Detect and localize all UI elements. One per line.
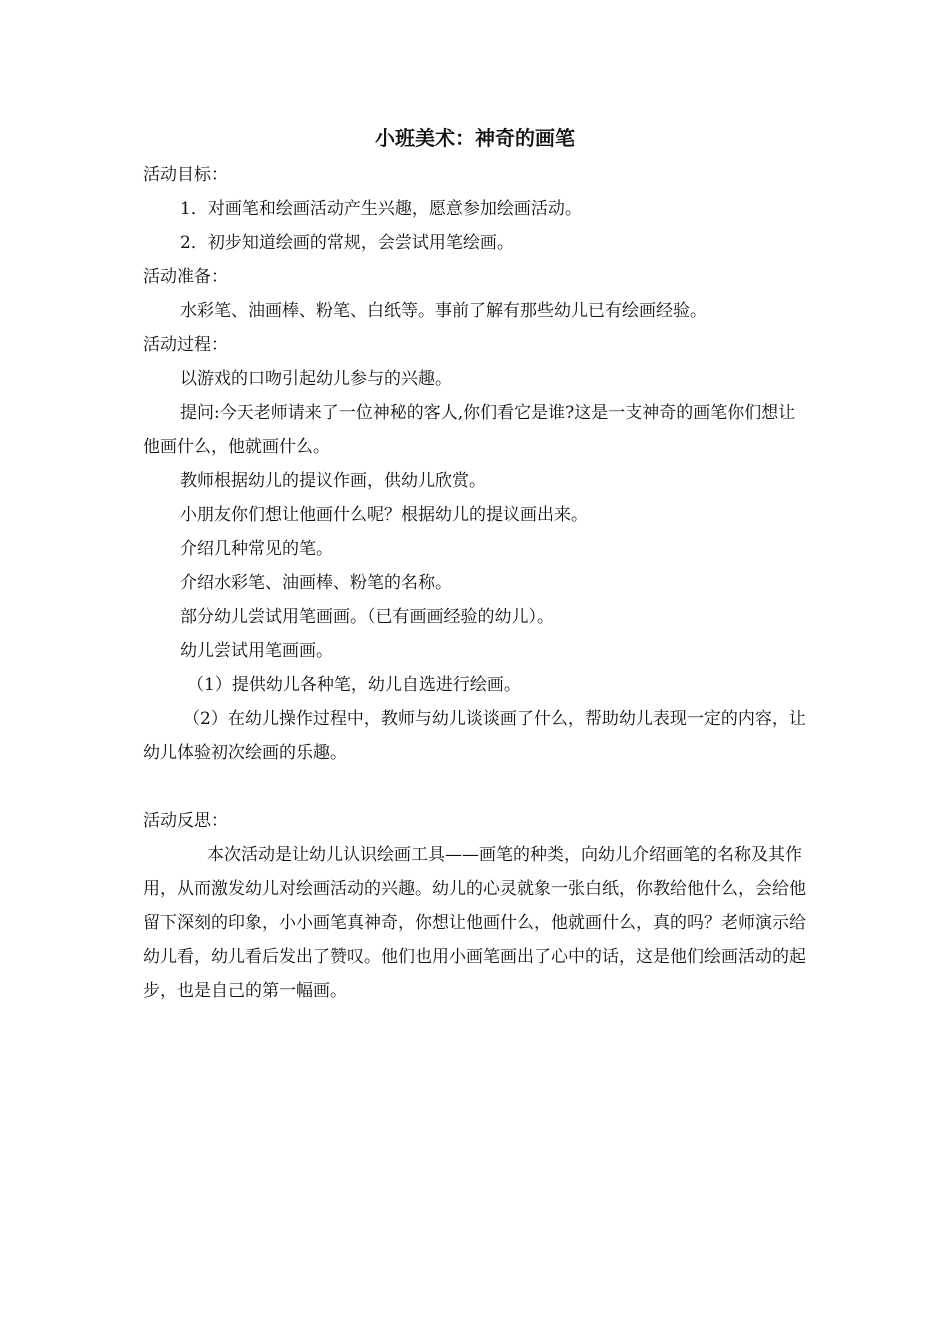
reflection-heading: 活动反思： bbox=[143, 811, 228, 831]
process-paragraph: 提问:今天老师请来了一位神秘的客人,你们看它是谁?这是一支神奇的画笔你们想让他画什么，他就画什么。 bbox=[143, 403, 796, 457]
process-paragraph: （2）在幼儿操作过程中，教师与幼儿谈谈画了什么，帮助幼儿表现一定的内容，让幼儿体验初次绘画的乐趣。 bbox=[143, 709, 806, 763]
spacer bbox=[143, 770, 807, 804]
document-title: 小班美术：神奇的画笔 bbox=[375, 126, 575, 150]
reflection-text: 本次活动是让幼儿认识绘画工具——画笔的种类，向幼儿介绍画笔的名称及其作用，从而激发幼儿对绘画活动的兴趣。幼儿的心灵就象一张白纸，你教给他什么，会给他留下深刻的印象，小小画笔真神奇，你想让他画什么，他就画什么，真的吗？老师演示给幼儿看，幼儿看后发出了赞叹。他们也用小画笔画出了心中的话，这是他们绘画活动的起步，也是自己的第一幅画。 bbox=[143, 845, 806, 1001]
preparation-text: 水彩笔、油画棒、粉笔、白纸等。事前了解有那些幼儿已有绘画经验。 bbox=[180, 301, 707, 321]
process-paragraph: 幼儿尝试用笔画画。 bbox=[180, 641, 333, 661]
process-paragraph: 介绍水彩笔、油画棒、粉笔的名称。 bbox=[180, 573, 452, 593]
process-paragraph: 部分幼儿尝试用笔画画。（已有画画经验的幼儿）。 bbox=[180, 607, 554, 627]
goals-heading: 活动目标： bbox=[143, 165, 228, 185]
document-body bbox=[143, 158, 807, 1008]
process-paragraph: 介绍几种常见的笔。 bbox=[180, 539, 333, 559]
process-paragraph: 小朋友你们想让他画什么呢？根据幼儿的提议画出来。 bbox=[180, 505, 588, 525]
process-heading: 活动过程： bbox=[143, 335, 228, 355]
process-paragraph: 教师根据幼儿的提议作画，供幼儿欣赏。 bbox=[180, 471, 486, 491]
preparation-heading: 活动准备： bbox=[143, 267, 228, 287]
process-paragraph: 以游戏的口吻引起幼儿参与的兴趣。 bbox=[180, 369, 452, 389]
goal-item: 1．对画笔和绘画活动产生兴趣，愿意参加绘画活动。 bbox=[180, 199, 582, 219]
goal-item: 2．初步知道绘画的常规，会尝试用笔绘画。 bbox=[180, 233, 514, 253]
process-paragraph: （1）提供幼儿各种笔，幼儿自选进行绘画。 bbox=[187, 675, 521, 695]
